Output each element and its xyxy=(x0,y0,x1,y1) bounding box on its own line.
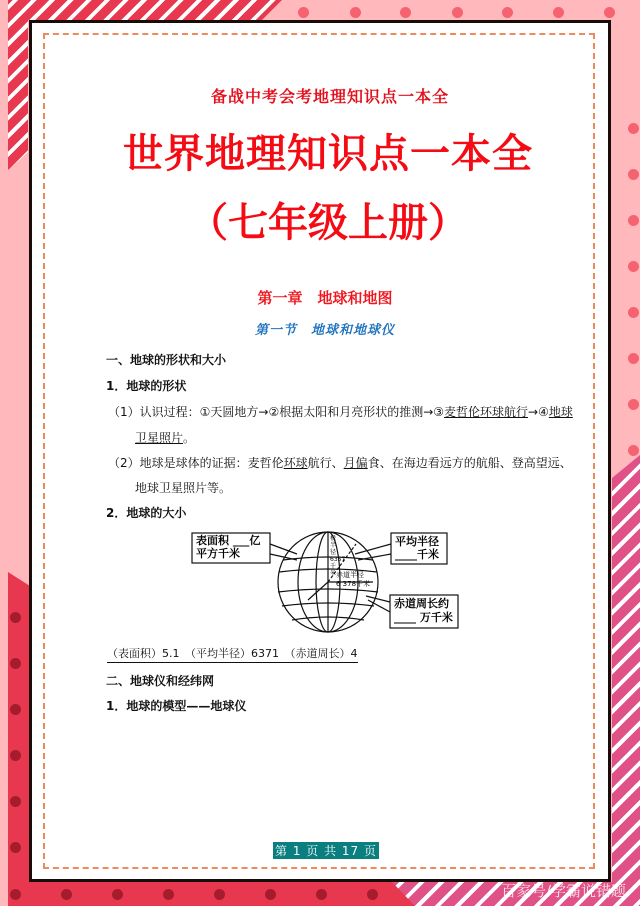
heading-shape: 1．地球的形状 xyxy=(106,379,187,393)
decor-dot xyxy=(10,842,21,853)
decor-dot xyxy=(628,399,639,410)
decor-dot xyxy=(10,612,21,623)
heading-shape-size: 一、地球的形状和大小 xyxy=(106,353,227,367)
document-title: 世界地理知识点一本全 xyxy=(123,131,533,177)
polar-radius-label: 极半径6357千米 xyxy=(330,535,346,577)
paragraph-evidence-cont: 地球卫星照片等。 xyxy=(135,481,232,495)
decor-dot xyxy=(502,7,513,18)
decor-dot xyxy=(553,7,564,18)
decor-dot xyxy=(61,889,72,900)
heading-globe-model: 1．地球的模型——地球仪 xyxy=(106,699,247,713)
chapter-title: 第一章 地球和地图 xyxy=(257,289,393,307)
decor-dot xyxy=(10,796,21,807)
paragraph-recognition-process: （1）认识过程：①天圆地方→②根据太阳和月亮形状的推测→③麦哲伦环球航行→④地球 xyxy=(108,405,573,419)
decor-dot xyxy=(298,7,309,18)
decor-dot xyxy=(163,889,174,900)
decor-dot xyxy=(10,704,21,715)
heading-size: 2．地球的大小 xyxy=(106,506,187,520)
decor-dot xyxy=(452,7,463,18)
decor-dot xyxy=(628,445,639,456)
document-grade: （七年级上册） xyxy=(188,200,468,246)
decor-dot xyxy=(112,889,123,900)
decor-dot xyxy=(367,889,378,900)
decor-dot xyxy=(604,7,615,18)
heading-globe-grid: 二、地球仪和经纬网 xyxy=(106,674,215,688)
page-indicator: 第 1 页 共 17 页 xyxy=(275,844,377,858)
document-subtitle: 备战中考会考地理知识点一本全 xyxy=(210,87,449,106)
equator-radius-label: 赤道半径 6 378千米 xyxy=(336,571,371,588)
decor-dot xyxy=(628,353,639,364)
underlined-circumnavigation: 环球 xyxy=(283,456,308,470)
underlined-magellan: 麦哲伦环球航行 xyxy=(444,405,529,419)
paragraph-recognition-process-cont: 卫星照片。 xyxy=(135,431,196,445)
decor-dot xyxy=(10,889,21,900)
underlined-satellite-photo: 卫星照片 xyxy=(135,431,184,445)
underlined-earth: 地球 xyxy=(548,405,573,419)
underlined-eclipse: 月偏 xyxy=(343,456,368,470)
decor-dot xyxy=(316,889,327,900)
decor-dot xyxy=(214,889,225,900)
decor-dot xyxy=(350,7,361,18)
section-title: 第一节 地球和地球仪 xyxy=(254,323,395,338)
surface-area-label: 表面积 ___亿 平方千米 xyxy=(196,534,261,560)
equator-circumference-label: 赤道周长约 ____ 万千米 xyxy=(394,597,453,624)
earth-size-diagram xyxy=(190,530,460,635)
watermark: 百家号/学霸说错题 xyxy=(500,882,626,900)
decor-dot xyxy=(10,750,21,761)
decor-dot xyxy=(400,7,411,18)
answer-key: （表面积）5.1 （平均半径）6371 （赤道周长）4 xyxy=(107,645,358,663)
decor-dot xyxy=(628,261,639,272)
decor-dot xyxy=(628,307,639,318)
decor-dot xyxy=(265,889,276,900)
decor-dot xyxy=(10,658,21,669)
mean-radius-label: 平均半径 ____千米 xyxy=(395,535,439,561)
paragraph-evidence: （2）地球是球体的证据：麦哲伦环球航行、月偏食、在海边看远方的航船、登高望远、 xyxy=(108,456,572,470)
